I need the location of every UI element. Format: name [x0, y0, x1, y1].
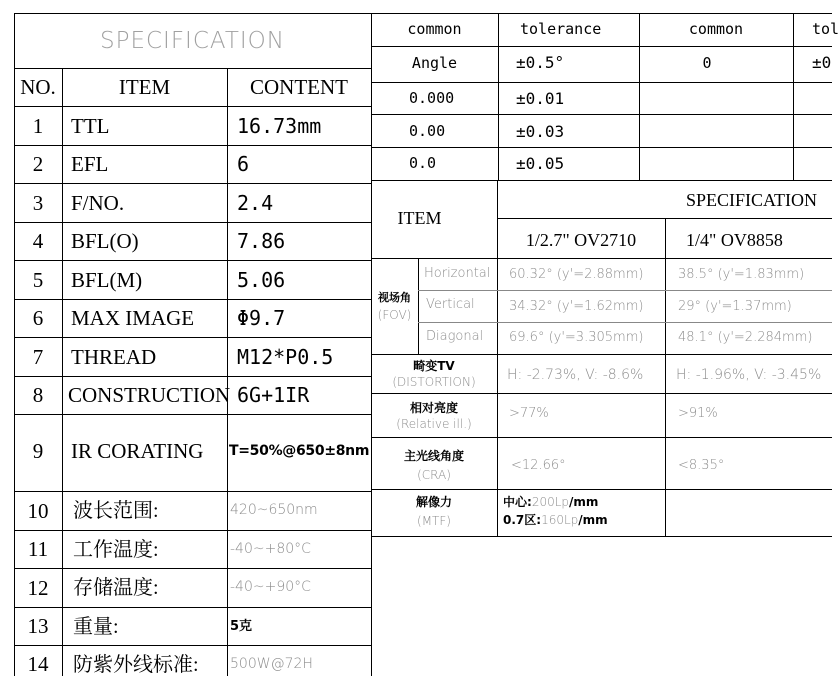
row-no: 6 [32, 306, 44, 330]
tol-header-tol: tol [812, 20, 839, 38]
row-content: 6G+1IR [237, 383, 310, 407]
tol-header-common: common [407, 20, 462, 38]
row-item: 防紫外线标准: [73, 654, 199, 676]
row-no: 2 [32, 152, 44, 176]
row-no: 10 [27, 499, 49, 523]
tol-cell: ±0.5° [516, 53, 565, 72]
tol-cell: 0.0 [409, 154, 437, 172]
row-item: CONSTRUCTION [68, 383, 231, 407]
row-content: 420~650nm [230, 502, 318, 518]
mtf-label: 解像力 [415, 495, 452, 509]
mtf-line-1-unit: /mm [569, 495, 599, 509]
mtf-line-2 [503, 514, 608, 526]
row-item: 工作温度: [73, 539, 159, 561]
row-item: EFL [71, 152, 109, 176]
distortion-label-en: (DISTORTION) [392, 375, 476, 389]
relative-label-en: (Relative ill.) [396, 417, 472, 431]
row-item: 重量: [73, 616, 119, 638]
mtf-line-2-value: 160Lp [541, 513, 579, 527]
sensor-2-header: 1/4" OV8858 [686, 230, 783, 250]
row-content: T=50%@650±8nm [229, 443, 370, 459]
row-item: IR CORATING [71, 439, 204, 463]
row-content: Φ9.7 [237, 306, 286, 330]
distortion-value-2: H: -1.96%, V: -3.45% [676, 367, 822, 383]
fov-label-en: (FOV) [377, 308, 412, 322]
row-content: -40~+90°C [230, 579, 311, 595]
mtf-line-1-label: 中心: [503, 495, 532, 509]
tol-cell: 0 [702, 54, 712, 72]
tol-cell: ±0.03 [516, 122, 565, 141]
row-content: M12*P0.5 [237, 345, 334, 369]
row-no: 1 [32, 114, 44, 138]
row-content: -40~+80°C [230, 541, 311, 557]
header-no: NO. [20, 75, 56, 99]
fov-row-label: Horizontal [424, 266, 491, 281]
row-content: 5.06 [237, 268, 286, 292]
fov-value: 48.1° (y'=2.284mm) [678, 330, 813, 345]
tol-cell: ±0.01 [516, 89, 565, 108]
cra-value-2: <8.35° [678, 458, 725, 473]
row-item: F/NO. [71, 191, 125, 215]
relative-value-2: >91% [678, 406, 718, 421]
fov-value: 69.6° (y'=3.305mm) [509, 330, 644, 345]
fov-value: 29° (y'=1.37mm) [678, 299, 792, 314]
tol-cell: 0.000 [409, 89, 455, 107]
tol-cell: ±0 [812, 53, 832, 72]
mtf-line-2-label: 0.7区: [503, 513, 542, 527]
distortion-value-1: H: -2.73%, V: -8.6% [507, 367, 644, 383]
fov-value: 38.5° (y'=1.83mm) [678, 267, 805, 282]
tol-header-common-2: common [688, 20, 744, 38]
fov-row-label: Diagonal [426, 329, 484, 344]
left-table-title: SPECIFICATION [99, 28, 285, 54]
distortion-label: 畸变TV [413, 359, 455, 373]
row-item: MAX IMAGE [71, 306, 195, 330]
relative-label: 相对亮度 [409, 401, 458, 415]
mtf-line-1 [503, 496, 598, 508]
tol-cell: ±0.05 [516, 154, 565, 173]
fov-value: 34.32° (y'=1.62mm) [509, 299, 644, 314]
row-item: TTL [71, 114, 110, 138]
row-content: 6 [237, 152, 250, 176]
mtf-line-2-unit: /mm [578, 513, 608, 527]
row-content: 7.86 [237, 229, 286, 253]
cra-label-en: (CRA) [417, 468, 451, 482]
row-no: 12 [27, 576, 49, 600]
row-no: 7 [32, 345, 44, 369]
row-no: 11 [27, 537, 49, 561]
row-no: 14 [27, 652, 49, 676]
row-item: 波长范围: [73, 500, 159, 522]
relative-value-1: >77% [509, 406, 549, 421]
mtf-line-1-value: 200Lp [531, 495, 570, 509]
header-item: ITEM [118, 75, 171, 99]
tol-cell: Angle [411, 54, 458, 72]
row-no: 4 [32, 229, 44, 253]
fov-row-label: Vertical [426, 297, 475, 312]
row-item: BFL(O) [71, 229, 139, 253]
cra-label: 主光线角度 [403, 449, 464, 463]
row-no: 8 [32, 383, 44, 407]
row-no: 3 [32, 191, 44, 215]
fov-label: 视场角 [378, 291, 411, 304]
mtf-label-en: (MTF) [417, 514, 451, 528]
fov-value: 60.32° (y'=2.88mm) [509, 267, 644, 282]
row-item: BFL(M) [71, 268, 143, 292]
row-content: 16.73mm [237, 114, 322, 138]
row-content: 500W@72H [230, 656, 313, 672]
row-no: 13 [27, 614, 49, 638]
row-item: 存储温度: [73, 577, 159, 599]
spec-header: SPECIFICATION [686, 190, 818, 210]
row-content: 2.4 [237, 191, 274, 215]
row-item: THREAD [71, 345, 157, 369]
tol-header-tolerance: tolerance [520, 20, 602, 38]
tol-cell: 0.00 [409, 122, 446, 140]
cra-value-1: <12.66° [511, 458, 566, 473]
header-content: CONTENT [250, 75, 348, 99]
row-no: 9 [32, 439, 44, 463]
row-no: 5 [32, 268, 44, 292]
sensor-1-header: 1/2.7" OV2710 [525, 230, 637, 250]
spec-item-header: ITEM [397, 208, 442, 228]
row-content: 5克 [230, 619, 253, 634]
